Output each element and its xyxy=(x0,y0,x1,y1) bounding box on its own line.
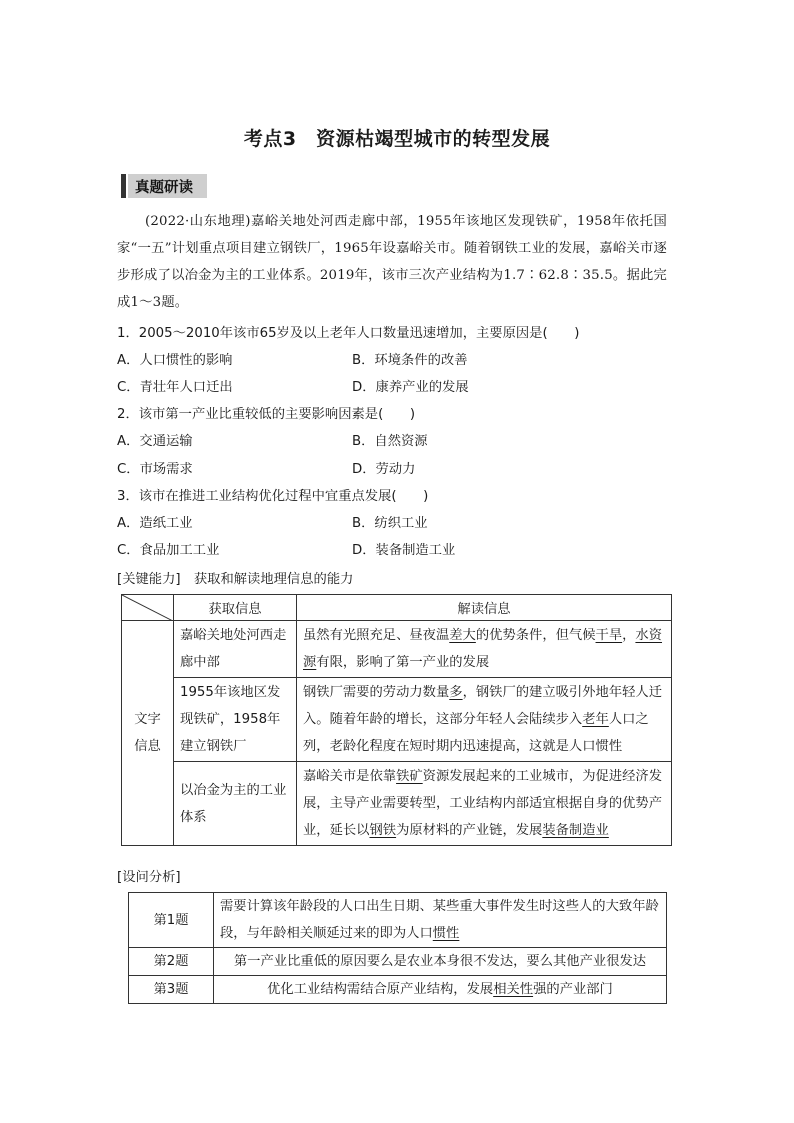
table-row xyxy=(122,678,672,762)
question-1-stem: 1．2005～2010年该市65岁及以上老年人口数量迅速增加，主要原因是( ) xyxy=(117,326,580,341)
question-3-option-d: D．装备制造工业 xyxy=(352,543,456,558)
diagonal-header-cell xyxy=(122,595,174,621)
analysis-label: [设问分析] xyxy=(117,870,181,885)
side-label: 文字信息 xyxy=(122,621,174,846)
table-row xyxy=(129,948,667,976)
row-1-info: 嘉峪关地处河西走廊中部 xyxy=(174,621,297,678)
header-interpret-info: 解读信息 xyxy=(297,595,672,621)
question-2-stem: 2．该市第一产业比重较低的主要影响因素是( ) xyxy=(117,407,416,422)
question-2-option-c: C．市场需求 xyxy=(117,462,193,477)
question-3-option-b: B．纺织工业 xyxy=(352,516,428,531)
info-table-header-row xyxy=(122,595,672,621)
table-row xyxy=(129,976,667,1004)
question-1-option-c: C．青壮年人口迁出 xyxy=(117,380,233,395)
row-2-info: 1955年该地区发现铁矿，1958年建立钢铁厂 xyxy=(174,678,297,762)
row-3-info: 以冶金为主的工业体系 xyxy=(174,762,297,846)
question-2-option-b: B．自然资源 xyxy=(352,434,428,449)
analysis-table xyxy=(128,892,667,1004)
intro-paragraph: (2022·山东地理)嘉峪关地处河西走廊中部，1955年该地区发现铁矿，1958年依托国家“一五”计划重点项目建立钢铁厂，1965年设嘉峪关市。随着钢铁工业的发展，嘉峪关市逐步形成了以冶金为主的工业体系。2019年，该市三次产业结构为1.7∶62.8∶35.5。据此完成1～3题。 xyxy=(117,214,667,310)
page-title: 考点3 资源枯竭型城市的转型发展 xyxy=(243,128,551,150)
analysis-q2-text: 第一产业比重低的原因要么是农业本身很不发达，要么其他产业很发达 xyxy=(214,948,667,976)
table-row xyxy=(122,762,672,846)
header-obtain-info: 获取信息 xyxy=(174,595,297,621)
question-2-option-a: A．交通运输 xyxy=(117,434,193,449)
question-1-option-b: B．环境条件的改善 xyxy=(352,353,468,368)
section-header-label: 真题研读 xyxy=(135,180,193,196)
row-1-interpretation: 虽然有光照充足、昼夜温差大的优势条件，但气候干旱，水资源有限，影响了第一产业的发展 xyxy=(297,621,672,678)
question-3-option-c: C．食品加工工业 xyxy=(117,543,220,558)
analysis-q1-text: 需要计算该年龄段的人口出生日期、某些重大事件发生时这些人的大致年龄段，与年龄相关顺延过来的即为人口惯性 xyxy=(214,893,667,948)
question-3-stem: 3．该市在推进工业结构优化过程中宜重点发展( ) xyxy=(117,489,429,504)
question-2-option-d: D．劳动力 xyxy=(352,462,416,477)
row-3-interpretation: 嘉峪关市是依靠铁矿资源发展起来的工业城市，为促进经济发展，主导产业需要转型，工业结构内部适宜根据自身的优势产业，延长以钢铁为原材料的产业链，发展装备制造业 xyxy=(297,762,672,846)
section-header-bar xyxy=(121,174,126,198)
analysis-q3: 第3题 xyxy=(129,976,214,1004)
table-row xyxy=(129,893,667,948)
analysis-q3-text: 优化工业结构需结合原产业结构，发展相关性强的产业部门 xyxy=(214,976,667,1004)
diagonal-line xyxy=(122,595,173,621)
key-ability-label: [关键能力] 获取和解读地理信息的能力 xyxy=(117,572,354,587)
info-table xyxy=(121,594,672,846)
section-header xyxy=(121,174,207,198)
question-1-option-a: A．人口惯性的影响 xyxy=(117,353,233,368)
row-2-interpretation: 钢铁厂需要的劳动力数量多，钢铁厂的建立吸引外地年轻人迁入。随着年龄的增长，这部分年轻人会陆续步入老年人口之列，老龄化程度在短时期内迅速提高，这就是人口惯性 xyxy=(297,678,672,762)
question-1-option-d: D．康养产业的发展 xyxy=(352,380,469,395)
analysis-q1: 第1题 xyxy=(129,893,214,948)
question-3-option-a: A．造纸工业 xyxy=(117,516,193,531)
analysis-q2: 第2题 xyxy=(129,948,214,976)
table-row xyxy=(122,621,672,678)
